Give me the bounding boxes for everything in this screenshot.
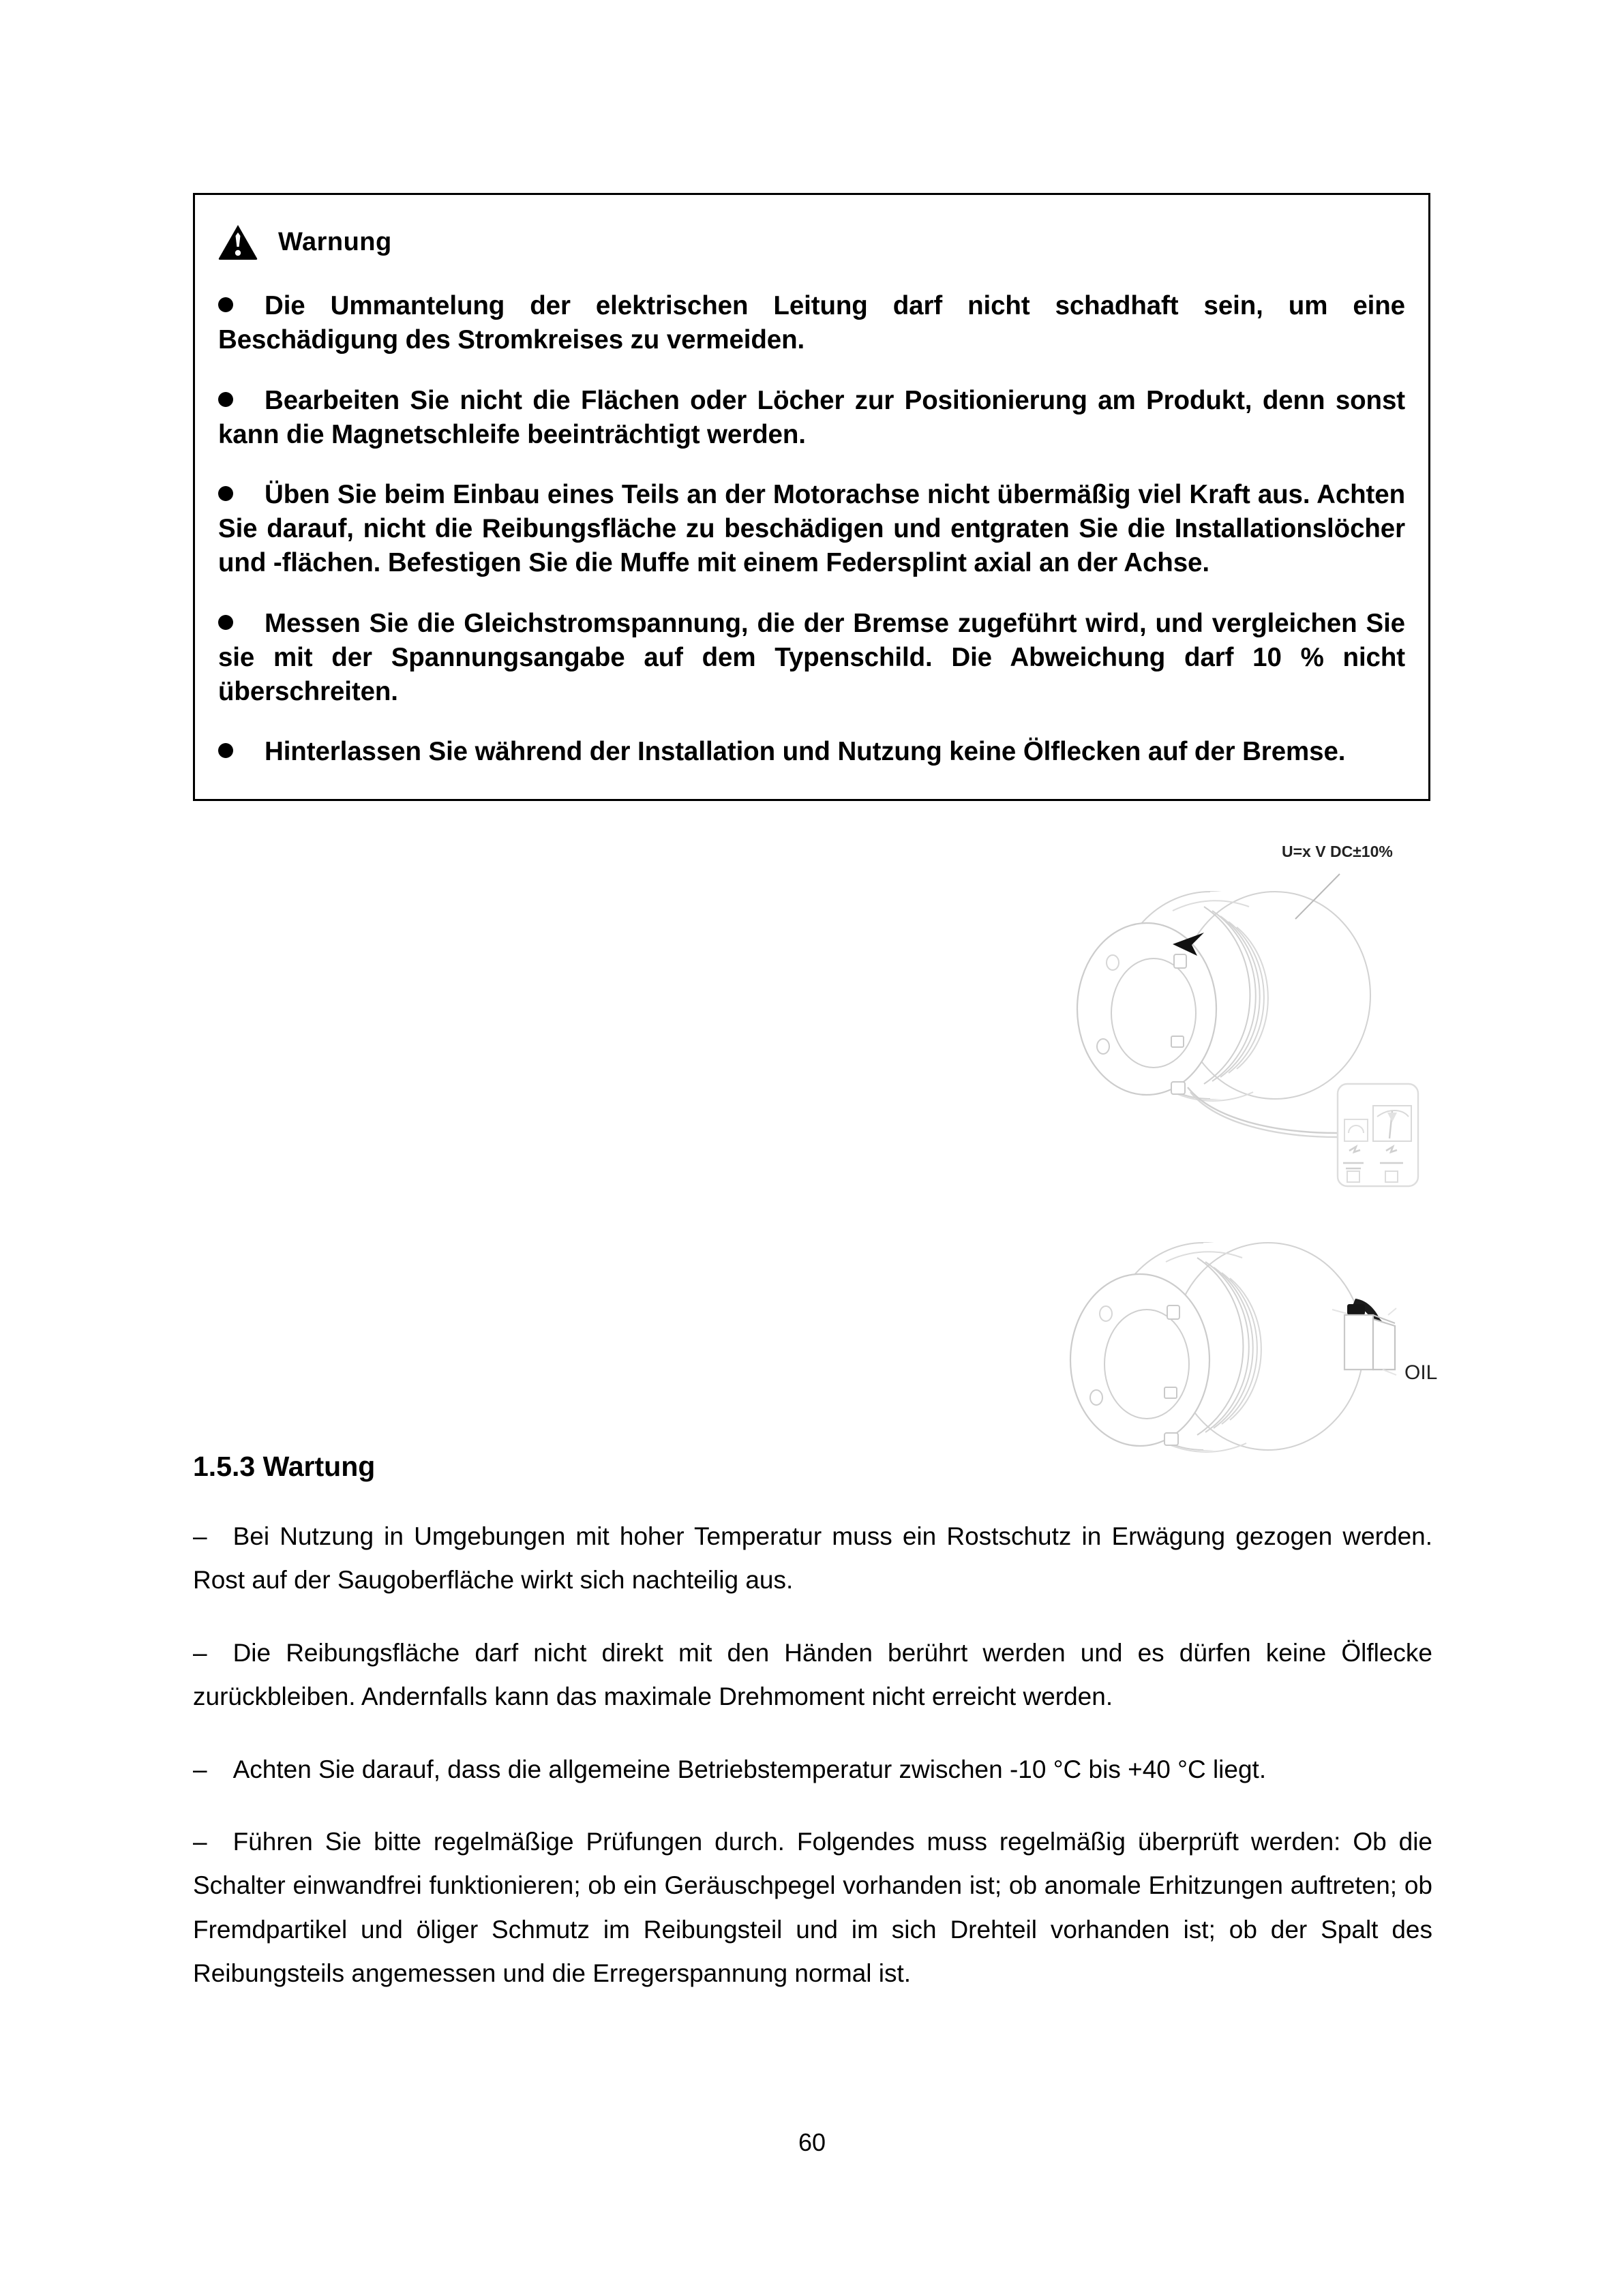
warning-item-text: Messen Sie die Gleichstromspannung, die der Bremse zugeführt wird, und vergleichen Sie sie mit der Spannungsangabe auf dem Typenschild. Die Abweichung darf 10 % nicht überschreiten. [218,608,1405,706]
brake-with-multimeter-illustration [1077,874,1418,1186]
warning-callout-box [193,193,1430,801]
voltage-label: U=x V DC±10% [1282,843,1393,860]
oil-label: OIL [1404,1361,1438,1384]
list-item [193,1820,1432,1996]
warning-title: Warnung [278,228,392,256]
warning-item [218,289,1405,357]
dash-marker-icon: – [193,1522,207,1550]
brake-illustrations-svg [1050,842,1473,1496]
page-number: 60 [798,2128,826,2156]
list-item-text: Führen Sie bitte regelmäßige Prüfungen durch. Folgendes muss regelmäßig überprüft werden: Ob die Schalter einwandfrei funktionieren; ob ein Geräuschpegel vorhanden ist; ob anomale Erhitzungen auftreten; ob Fremdpartikel und öliger Schmutz im Reibungsteil und im sich Drehteil vorhanden ist; ob der Spalt des Reibungsteils angemessen und die Erregerspannung normal ist. [193,1827,1432,1987]
maintenance-paragraph-list [193,1515,1432,2024]
list-item [193,1748,1432,1792]
section-heading: 1.5.3 Wartung [193,1451,376,1482]
warning-item [218,478,1405,580]
dash-marker-icon: – [193,1638,207,1667]
dash-marker-icon: – [193,1755,207,1783]
bullet-marker-icon [218,486,233,501]
list-item [193,1631,1432,1719]
bullet-marker-icon [218,297,233,312]
dash-marker-icon: – [193,1827,207,1856]
warning-item [218,384,1405,452]
bullet-marker-icon [218,743,233,758]
warning-item-text: Hinterlassen Sie während der Installation und Nutzung keine Ölflecken auf der Bremse. [265,737,1346,767]
warning-item [218,607,1405,709]
warning-triangle-icon [218,224,258,260]
list-item [193,1515,1432,1603]
illustration-group [1050,842,1473,1496]
warning-box-content [195,195,1428,770]
warning-item-text: Bearbeiten Sie nicht die Flächen oder Löcher zur Positionierung am Produkt, denn sonst kann die Magnetschleife beeinträchtigt werden. [218,385,1405,449]
bullet-marker-icon [218,615,233,630]
warning-item-text: Die Ummantelung der elektrischen Leitung darf nicht schadhaft sein, um eine Beschädigung des Stromkreises zu vermeiden. [218,291,1405,355]
warning-item [218,735,1405,769]
list-item-text: Achten Sie darauf, dass die allgemeine Betriebstemperatur zwischen -10 °C bis +40 °C liegt. [232,1755,1267,1783]
warning-header [218,213,1405,271]
bullet-marker-icon [218,392,233,407]
brake-with-oil-can-illustration [1070,1243,1437,1452]
list-item-text: Die Reibungsfläche darf nicht direkt mit den Händen berührt werden und es dürfen keine Ölflecke zurückbleiben. Andernfalls kann das maximale Drehmoment nicht erreicht werden. [193,1638,1432,1711]
warning-item-text: Üben Sie beim Einbau eines Teils an der Motorachse nicht übermäßig viel Kraft aus. Achten Sie darauf, nicht die Reibungsfläche zu beschädigen und entgraten Sie die Installationslöcher und -flächen. Befestigen Sie die Muffe mit einem Federsplint axial an der Achse. [218,480,1405,578]
list-item-text: Bei Nutzung in Umgebungen mit hoher Temperatur muss ein Rostschutz in Erwägung gezogen werden. Rost auf der Saugoberfläche wirkt sich nachteilig aus. [193,1522,1432,1595]
